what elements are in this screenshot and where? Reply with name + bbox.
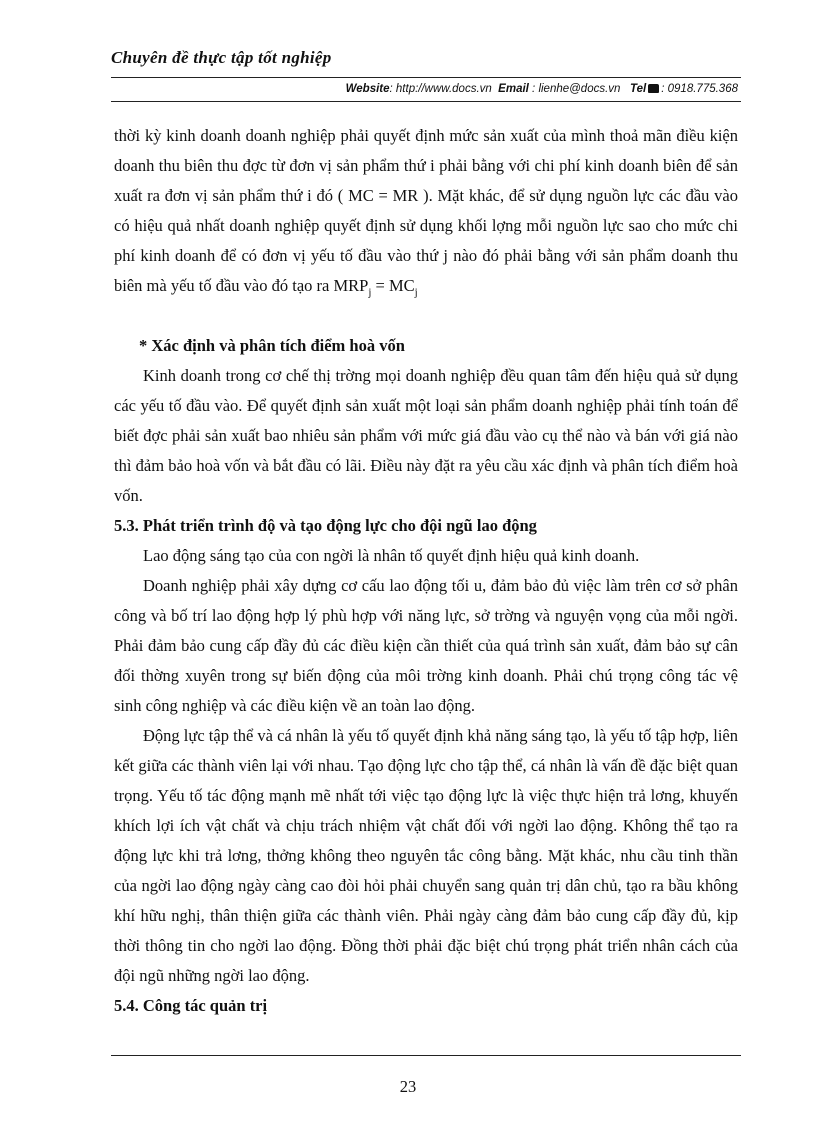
paragraph-4: Doanh nghiệp phải xây dựng cơ cấu lao động tối u, đảm bảo đủ việc làm trên cơ sở phân công và bố trí lao động hợp lý phù hợp với năng lực, sở trờng và nguyện vọng của mỗi ngời. Phải đảm bảo cung cấp đầy đủ các điều kiện cần thiết của quá trình sản xuất, đảm bảo sự cân đối thờng xuyên trong sự biến động của môi trờng kinh doanh. Phải chú trọng công tác vệ sinh công nghiệp và các điều kiện về an toàn lao động. — [114, 576, 738, 716]
formula-sub-lhs: j — [368, 286, 372, 299]
website-label: Website — [345, 83, 390, 95]
paragraph-2: Kinh doanh trong cơ chế thị trờng mọi doanh nghiệp đều quan tâm đến hiệu quả sử dụng các yếu tố đầu vào. Để quyết định sản xuất một loại sản phẩm doanh nghiệp phải tính toán để biết đợc phải sản xuất bao nhiêu sản phẩm với mức giá đầu vào cụ thể nào và bán với giá nào thì đảm bảo hoà vốn và bắt đầu có lãi. Điều này đặt ra yêu cầu xác định và phân tích điểm hoà vốn. — [114, 366, 738, 506]
formula — [333, 276, 418, 299]
footer-divider — [111, 1055, 741, 1056]
paragraph-3: Lao động sáng tạo của con ngời là nhân tố quyết định hiệu quả kinh doanh. — [143, 546, 640, 566]
tel-label: Tel — [630, 83, 647, 95]
paragraph-1-text: thời kỳ kinh doanh doanh nghiệp phải quyết định mức sản xuất của mình thoả mãn điều kiện doanh thu biên thu đợc từ đơn vị sản phẩm thứ i phải bằng với chi phí kinh doanh biên để sản xuất ra đơn vị sản phẩm thứ i đó ( MC = MR ). Mặt khác, để sử dụng nguồn lực các đầu vào có hiệu quả nhất doanh nghiệp quyết định sử dụng khối lợng mỗi nguồn lực sao cho mức chi phí kinh doanh để có đơn vị yếu tố đầu vào thứ j nào đó phải bằng với sản phẩm doanh thu biên mà yếu tố đầu vào đó tạo ra — [114, 126, 738, 295]
email-value: : lienhe@docs.vn — [528, 83, 621, 95]
paragraph-5: Động lực tập thể và cá nhân là yếu tố quyết định khả năng sáng tạo, là yếu tố tập hợp, liên kết giữa các thành viên lại với nhau. Tạo động lực cho tập thể, cá nhân là vấn đề đặc biệt quan trọng. Yếu tố tác động mạnh mẽ nhất tới việc tạo động lực là việc thực hiện trả lơng, khuyến khích lợi ích vật chất và chịu trách nhiệm vật chất đối với ngời lao động. Không thể tạo ra động lực khi trả lơng, thởng không theo nguyên tắc công bằng. Mặt khác, nhu cầu tinh thần của ngời lao động ngày càng cao đòi hỏi phải chuyển sang quản trị dân chủ, tạo ra bầu không khí hữu nghị, thân thiện giữa các thành viên. Phải ngày càng đảm bảo cung cấp đầy đủ, kịp thời thông tin cho ngời lao động. Đồng thời phải đặc biệt chú trọng phát triển nhân cách của đội ngũ những ngời lao động. — [114, 726, 738, 986]
heading-break-even: * Xác định và phân tích điểm hoà vốn — [139, 336, 405, 356]
paragraph-1 — [114, 121, 738, 307]
formula-rhs: = MC — [371, 276, 415, 295]
email-label: Email — [498, 83, 529, 95]
page-number: 23 — [399, 1077, 417, 1096]
formula-sub-rhs: j — [414, 286, 418, 299]
page-body — [114, 121, 738, 1021]
header-divider-bottom — [111, 101, 741, 102]
formula-lhs: MRP — [333, 276, 369, 295]
header-divider-top — [111, 77, 741, 78]
phone-icon — [648, 84, 659, 93]
heading-section-5-3: 5.3. Phát triển trình độ và tạo động lực cho đội ngũ lao động — [114, 516, 537, 536]
header-title: Chuyên đề thực tập tốt nghiệp — [111, 48, 332, 67]
website-value: : http://www.docs.vn — [389, 83, 492, 95]
header-contact — [346, 83, 738, 95]
heading-section-5-4: 5.4. Công tác quản trị — [114, 996, 268, 1016]
tel-value: : 0918.775.368 — [661, 83, 738, 95]
